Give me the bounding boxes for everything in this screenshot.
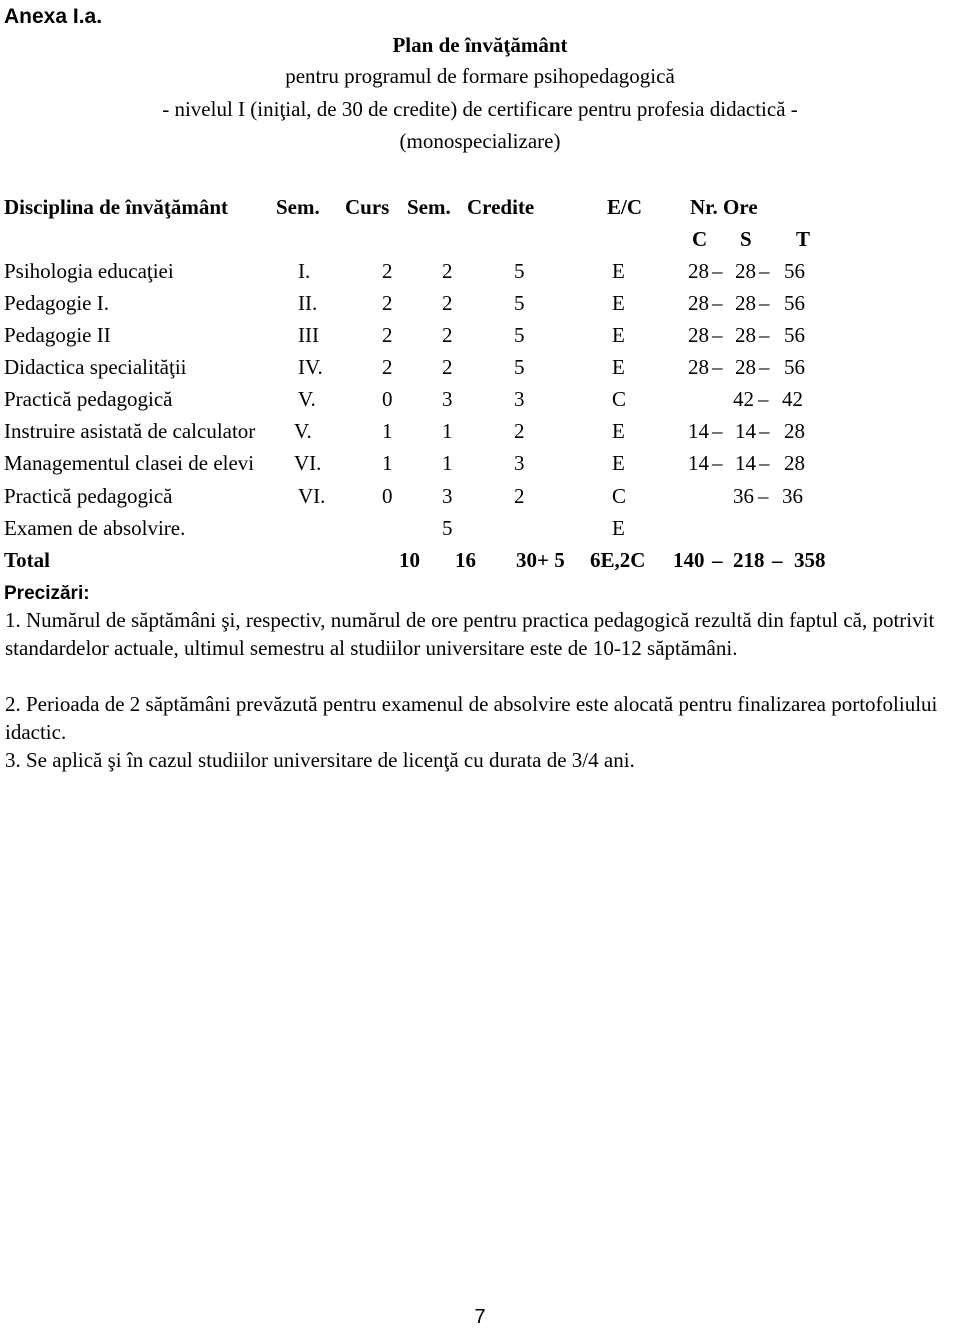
row-ore-t: 56: [784, 259, 805, 283]
row-credite: 5: [514, 355, 525, 379]
row-ore-s: 28: [735, 291, 756, 315]
row-curs: 1: [382, 419, 393, 443]
row-ec: E: [612, 451, 625, 475]
header-credite: Credite: [467, 195, 535, 219]
row-credite: 3: [514, 451, 525, 475]
row-name: Pedagogie II: [4, 323, 111, 347]
header-nr-ore: Nr. Ore: [690, 195, 758, 219]
row-ore-c: 14: [688, 419, 709, 443]
dash-icon: –: [759, 451, 770, 475]
row-name: Managementul clasei de elevi: [4, 451, 255, 475]
dash-icon: –: [759, 259, 770, 283]
row-curs: 1: [382, 451, 393, 475]
dash-icon: –: [712, 548, 723, 572]
row-name: Pedagogie I.: [4, 291, 109, 315]
page-number: 7: [474, 1306, 486, 1328]
row-sem-seminar: 2: [442, 355, 453, 379]
total-label: Total: [4, 548, 50, 572]
dash-icon: –: [759, 291, 770, 315]
row-credite: 5: [514, 291, 525, 315]
row-ore-c: 14: [688, 451, 709, 475]
row-ore-t: 42: [782, 387, 803, 411]
document-title: Plan de învăţământ: [392, 33, 568, 57]
row-sem: V.: [294, 419, 312, 443]
row-ec: C: [612, 387, 627, 411]
header-disciplina: Disciplina de învăţământ: [4, 195, 229, 219]
row-sem: I.: [298, 259, 311, 283]
row-ore-s: 28: [735, 355, 756, 379]
total-ec: 6E,2C: [590, 548, 646, 572]
dash-icon: –: [712, 451, 723, 475]
row-sem-seminar: 3: [442, 484, 453, 508]
dash-icon: –: [712, 259, 723, 283]
note-item: 3. Se aplică şi în cazul studiilor universitare de licenţă cu durata de 3/4 ani.: [5, 748, 635, 772]
row-ore-s: 14: [735, 451, 756, 475]
total-credite: 30+ 5: [516, 548, 565, 572]
total-ore-t: 358: [794, 548, 826, 572]
row-ore-t: 56: [784, 291, 805, 315]
dash-icon: –: [759, 323, 770, 347]
row-credite: 3: [514, 387, 525, 411]
row-curs: 2: [382, 259, 393, 283]
header-curs: Curs: [345, 195, 390, 219]
row-credite: 5: [514, 323, 525, 347]
row-ore-s: 28: [735, 323, 756, 347]
row-sem-seminar: 1: [442, 451, 453, 475]
row-sem: IV.: [298, 355, 323, 379]
row-ore-t: 56: [784, 323, 805, 347]
note-item: 1. Numărul de săptămâni şi, respectiv, numărul de ore pentru practica pedagogică rezultă din faptul că, potrivit standardelor actuale, ultimul semestru al studiilor universitare este de 10-12 săptămâni.: [5, 608, 935, 660]
row-ore-s: 14: [735, 419, 756, 443]
document-subtitle-1: pentru programul de formare psihopedagogică: [285, 64, 675, 88]
document-subtitle-3: (monospecializare): [399, 129, 561, 153]
row-curs: 2: [382, 323, 393, 347]
document-subtitle-2: - nivelul I (iniţial, de 30 de credite) de certificare pentru profesia didactică -: [162, 97, 798, 121]
row-ec: E: [612, 419, 625, 443]
row-name: Practică pedagogică: [4, 484, 173, 508]
row-ore-t: 36: [782, 484, 803, 508]
row-ore-s: 28: [735, 259, 756, 283]
annex-label: Anexa I.a.: [4, 5, 103, 28]
row-ore-s: 42: [733, 387, 754, 411]
header-t: T: [796, 227, 811, 251]
row-name: Instruire asistată de calculator: [4, 419, 256, 443]
header-ec: E/C: [607, 195, 643, 219]
row-name: Examen de absolvire.: [4, 516, 186, 540]
row-name: Practică pedagogică: [4, 387, 173, 411]
dash-icon: –: [758, 387, 769, 411]
header-sem-seminar: Sem.: [407, 195, 451, 219]
dash-icon: –: [712, 291, 723, 315]
row-curs: 2: [382, 355, 393, 379]
dash-icon: –: [758, 484, 769, 508]
row-ore-c: 28: [688, 355, 709, 379]
row-sem: VI.: [298, 484, 326, 508]
row-sem: III: [298, 323, 319, 347]
row-ore-c: 28: [688, 323, 709, 347]
row-credite: 2: [514, 419, 525, 443]
dash-icon: –: [712, 355, 723, 379]
row-curs: 2: [382, 291, 393, 315]
total-ore-c: 140: [673, 548, 705, 572]
row-sem-seminar: 1: [442, 419, 453, 443]
row-ec: C: [612, 484, 627, 508]
dash-icon: –: [759, 355, 770, 379]
row-credite: 5: [514, 259, 525, 283]
row-curs: 0: [382, 484, 393, 508]
row-credite: 5: [442, 516, 453, 540]
total-sem-seminar: 16: [455, 548, 476, 572]
row-ore-s: 36: [733, 484, 754, 508]
header-c: C: [692, 227, 708, 251]
dash-icon: –: [759, 419, 770, 443]
row-name: Psihologia educaţiei: [4, 259, 174, 283]
row-ec: E: [612, 516, 625, 540]
row-sem-seminar: 2: [442, 259, 453, 283]
total-curs: 10: [399, 548, 420, 572]
dash-icon: –: [772, 548, 783, 572]
dash-icon: –: [712, 419, 723, 443]
row-ore-c: 28: [688, 259, 709, 283]
header-sem: Sem.: [276, 195, 320, 219]
dash-icon: –: [712, 323, 723, 347]
row-sem-seminar: 2: [442, 323, 453, 347]
row-curs: 0: [382, 387, 393, 411]
row-ore-t: 28: [784, 451, 805, 475]
row-ore-t: 28: [784, 419, 805, 443]
row-name: Didactica specialităţii: [4, 355, 187, 379]
row-sem: V.: [298, 387, 316, 411]
row-credite: 2: [514, 484, 525, 508]
row-ore-t: 56: [784, 355, 805, 379]
row-sem-seminar: 3: [442, 387, 453, 411]
notes-heading: Precizări:: [4, 583, 90, 604]
row-sem: II.: [298, 291, 318, 315]
row-ore-c: 28: [688, 291, 709, 315]
note-item: 2. Perioada de 2 săptămâni prevăzută pentru examenul de absolvire este alocată pentru finalizarea portofoliului idactic.: [5, 692, 938, 744]
row-ec: E: [612, 259, 625, 283]
row-ec: E: [612, 355, 625, 379]
row-sem: VI.: [294, 451, 322, 475]
header-s: S: [740, 227, 752, 251]
row-ec: E: [612, 291, 625, 315]
total-ore-s: 218: [733, 548, 765, 572]
row-ec: E: [612, 323, 625, 347]
row-sem-seminar: 2: [442, 291, 453, 315]
